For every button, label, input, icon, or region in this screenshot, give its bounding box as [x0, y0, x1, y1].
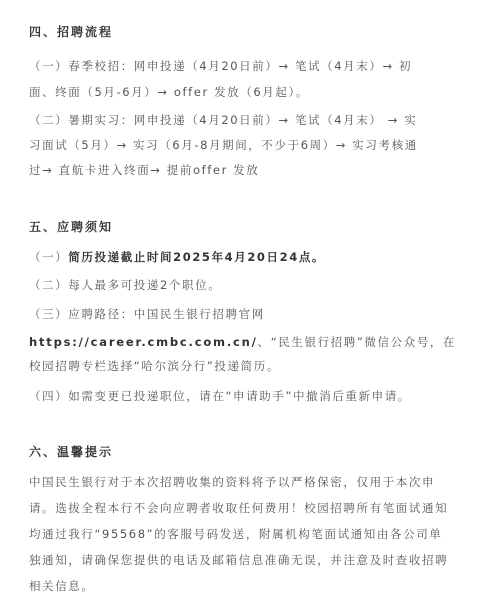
notice-apply-path-line-2 [29, 334, 456, 350]
notice-deadline [29, 249, 325, 265]
summer-intern-line-3: 过→ 直航卡进入终面→ 提前offer 发放 [29, 163, 260, 177]
notice-apply-path-rest: 、“民生银行招聘”微信公众号，在 [257, 335, 457, 349]
tips-line-4: 独通知，请确保您提供的电话及邮箱信息准确无误，并注意及时查收招聘 [29, 553, 449, 567]
summer-intern-line-1: （二）暑期实习：网申投递（4月20日前）→ 笔试（4月末） → 实 [29, 113, 418, 127]
tips-line-1: 中国民生银行对于本次招聘收集的资料将予以严格保密，仅用于本次申 [29, 475, 436, 489]
section-6-heading: 六、温馨提示 [29, 445, 114, 459]
section-5-heading: 五、应聘须知 [29, 220, 114, 234]
tips-line-3: 均通过我行“95568”的客服号码发送，附属机构笔面试通知由各公司单 [29, 527, 443, 541]
career-url-link[interactable]: https://career.cmbc.com.cn/ [29, 335, 258, 349]
summer-intern-line-2: 习面试（5月）→ 实习（6月-8月期间，不少于6周）→ 实习考核通 [29, 138, 418, 152]
notice-max-positions: （二）每人最多可投递2个职位。 [29, 278, 222, 292]
spring-recruit-line-1: （一）春季校招：网申投递（4月20日前）→ 笔试（4月末）→ 初 [29, 59, 413, 73]
tips-line-5: 相关信息。 [29, 579, 95, 593]
notice-apply-path-line-3: 校园招聘专栏选择“哈尔滨分行”投递简历。 [29, 359, 280, 373]
notice-deadline-prefix: （一） [29, 250, 69, 264]
tips-line-2: 请。选拔全程本行不会向应聘者收取任何费用！校园招聘所有笔面试通知 [29, 501, 449, 515]
notice-change-position: （四）如需变更已投递职位，请在“申请助手”中撤消后重新申请。 [29, 389, 411, 403]
section-4-heading: 四、招聘流程 [29, 25, 114, 39]
spring-recruit-line-2: 面、终面（5月-6月）→ offer 发放（6月起）。 [29, 85, 309, 99]
notice-deadline-text: 简历投递截止时间2025年4月20日24点。 [68, 250, 326, 264]
notice-apply-path: （三）应聘路径：中国民生银行招聘官网 [29, 307, 265, 321]
